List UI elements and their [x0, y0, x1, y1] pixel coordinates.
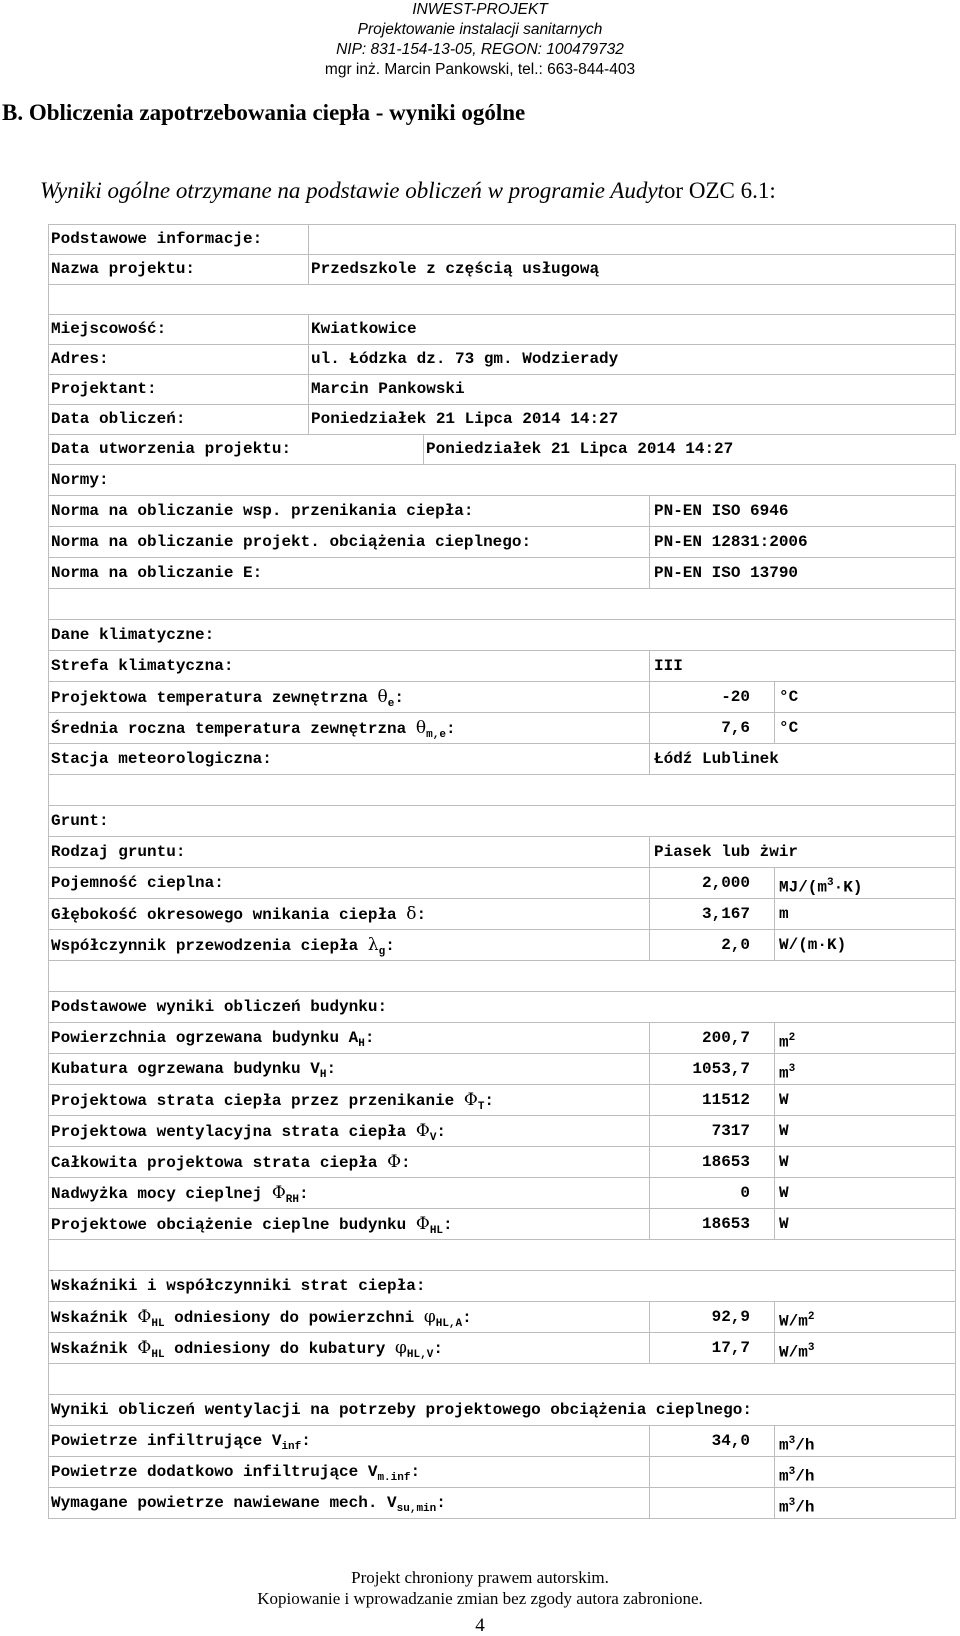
volume-index-row — [49, 1333, 956, 1364]
station-label: Stacja meteorologiczna: — [49, 744, 650, 774]
heat-capacity-row — [49, 868, 956, 899]
norm-value: PN-EN ISO 13790 — [650, 558, 956, 588]
phi-symbol: Φ — [271, 1183, 286, 1203]
total-loss-row — [49, 1147, 956, 1178]
norms-heading-row — [49, 465, 956, 496]
extra-infiltration-unit: $m^3/h$ — [775, 1457, 956, 1487]
copyright-notice: Projekt chroniony prawem autorskim. — [351, 1568, 609, 1587]
total-loss-unit: W — [775, 1147, 956, 1177]
extra-infiltration-row — [49, 1457, 956, 1488]
mech-supply-unit: $m^3/h$ — [775, 1488, 956, 1518]
created-date-label: Data utworzenia projektu: — [49, 435, 424, 464]
area-index-label: Wskaźnik $\Phi_{HL}$ odniesiony do powierzchni $\varphi_{HL,A}$: — [49, 1302, 650, 1332]
climate-heading-row — [49, 620, 956, 651]
town-label: Miejscowość: — [49, 315, 309, 344]
design-temp-label: Projektowa temperatura zewnętrzna $\theta_e$: — [49, 682, 650, 712]
norm-value: PN-EN ISO 6946 — [650, 496, 956, 526]
basic-info-table — [48, 224, 956, 465]
power-surplus-unit: W — [775, 1178, 956, 1208]
transmission-loss-label: Projektowa strata ciepła przez przenikanie $\Phi_T$: — [49, 1085, 650, 1115]
conductivity-value: 2,0 — [650, 930, 775, 960]
phi-symbol: Φ — [137, 1338, 152, 1358]
mean-temp-label: Średnia roczna temperatura zewnętrzna $\theta_{m,e}$: — [49, 713, 650, 743]
climate-zone-label: Strefa klimatyczna: — [49, 651, 650, 681]
spacer-row — [49, 961, 956, 992]
calc-date-label: Data obliczeń: — [49, 405, 309, 434]
ventilation-loss-label: Projektowa wentylacyjna strata ciepła $\Phi_V$: — [49, 1116, 650, 1146]
climate-zone-value: III — [650, 651, 956, 681]
heated-volume-value: 1053,7 — [650, 1054, 775, 1084]
penetration-depth-unit: m — [775, 899, 956, 929]
letterhead — [0, 0, 960, 80]
designer-row — [49, 375, 956, 405]
company-contact: mgr inż. Marcin Pankowski, tel.: 663-844-403 — [324, 61, 636, 78]
created-date-row — [49, 435, 956, 465]
heated-volume-row — [49, 1054, 956, 1085]
infiltration-air-label: Powietrze infiltrujące $V_{inf}$: — [49, 1426, 650, 1456]
phi-symbol: Φ — [415, 1214, 430, 1234]
phi-symbol: Φ — [463, 1090, 478, 1110]
phi-symbol: Φ — [137, 1307, 152, 1327]
indices-heading: Wskaźniki i współczynniki strat ciepła: — [49, 1271, 956, 1301]
norm-label: Norma na obliczanie wsp. przenikania ciepła: — [49, 496, 650, 526]
design-temp-row — [49, 682, 956, 713]
spacer-row — [49, 285, 956, 315]
ground-heading-row — [49, 806, 956, 837]
lambda-symbol: λ — [367, 935, 379, 955]
delta-symbol: δ — [406, 904, 417, 924]
infiltration-air-row — [49, 1426, 956, 1457]
company-ids: NIP: 831-154-13-05, REGON: 100479732 — [336, 41, 624, 58]
climate-heading: Dane klimatyczne: — [49, 620, 956, 650]
norm-label: Norma na obliczanie projekt. obciążenia cieplnego: — [49, 527, 650, 557]
station-value: Łódź Lublinek — [650, 744, 956, 774]
transmission-loss-value: 11512 — [650, 1085, 775, 1115]
calc-date-row — [49, 405, 956, 435]
penetration-depth-row — [49, 899, 956, 930]
transmission-loss-row — [49, 1085, 956, 1116]
mech-supply-label: Wymagane powietrze nawiewane mech. $V_{su,min}$: — [49, 1488, 650, 1518]
heated-volume-unit: $m^3$ — [775, 1054, 956, 1084]
ground-heading: Grunt: — [49, 806, 956, 836]
company-name: INWEST-PROJEKT — [412, 1, 548, 18]
town-value: Kwiatkowice — [309, 315, 956, 344]
volume-index-label: Wskaźnik $\Phi_{HL}$ odniesiony do kubatury $\varphi_{HL,V}$: — [49, 1333, 650, 1363]
spacer-row — [49, 589, 956, 620]
heat-capacity-value: 2,000 — [650, 868, 775, 898]
intro-italic: Wyniki ogólne otrzymane na podstawie obliczeń w programie Audyt — [40, 178, 664, 203]
theta-symbol: θ — [415, 718, 427, 738]
norm-value: PN-EN 12831:2006 — [650, 527, 956, 557]
design-load-label: Projektowe obciążenie cieplne budynku $\Phi_{HL}$: — [49, 1209, 650, 1239]
ground-type-row — [49, 837, 956, 868]
heated-area-value: 200,7 — [650, 1023, 775, 1053]
extra-infiltration-value — [650, 1457, 775, 1487]
heated-area-unit: $m^2$ — [775, 1023, 956, 1053]
total-loss-value: 18653 — [650, 1147, 775, 1177]
basic-info-heading: Podstawowe informacje: — [49, 225, 309, 254]
building-heading-row — [49, 992, 956, 1023]
station-row — [49, 744, 956, 775]
section-title: B. Obliczenia zapotrzebowania ciepła - wyniki ogólne — [2, 100, 526, 125]
created-date-value: Poniedziałek 21 Lipca 2014 14:27 — [426, 440, 734, 458]
penetration-depth-label: Głębokość okresowego wnikania ciepła δ: — [49, 899, 650, 929]
conductivity-label: Współczynnik przewodzenia ciepła $\lambda_g$: — [49, 930, 650, 960]
designer-label: Projektant: — [49, 375, 309, 404]
transmission-loss-unit: W — [775, 1085, 956, 1115]
ground-type-value: Piasek lub żwir — [650, 837, 956, 867]
infiltration-air-value: 34,0 — [650, 1426, 775, 1456]
climate-zone-row — [49, 651, 956, 682]
intro-paragraph — [40, 178, 776, 204]
mech-supply-value — [650, 1488, 775, 1518]
mean-temp-unit: °C — [775, 713, 956, 743]
design-load-row — [49, 1209, 956, 1240]
penetration-depth-value: 3,167 — [650, 899, 775, 929]
power-surplus-value: 0 — [650, 1178, 775, 1208]
power-surplus-row — [49, 1178, 956, 1209]
spacer-row — [49, 1364, 956, 1395]
norm-row — [49, 496, 956, 527]
ventilation-loss-unit: W — [775, 1116, 956, 1146]
phi-small-symbol: φ — [423, 1307, 436, 1327]
basic-info-heading-row — [49, 225, 956, 255]
calculation-report — [48, 224, 955, 1519]
design-temp-value: -20 — [650, 682, 775, 712]
heated-area-label: Powierzchnia ogrzewana budynku $A_H$: — [49, 1023, 650, 1053]
heated-volume-label: Kubatura ogrzewana budynku $V_H$: — [49, 1054, 650, 1084]
results-table — [48, 465, 956, 1519]
area-index-row — [49, 1302, 956, 1333]
norm-label: Norma na obliczanie E: — [49, 558, 650, 588]
heat-capacity-label: Pojemność cieplna: — [49, 868, 650, 898]
ventilation-heading-row — [49, 1395, 956, 1426]
calc-date-value: Poniedziałek 21 Lipca 2014 14:27 — [309, 405, 956, 434]
intro-plain: or OZC 6.1: — [663, 178, 776, 203]
ventilation-loss-row — [49, 1116, 956, 1147]
phi-symbol: Φ — [415, 1121, 430, 1141]
project-name-value: Przedszkole z częścią usługową — [309, 255, 956, 284]
design-load-unit: W — [775, 1209, 956, 1239]
project-name-row — [49, 255, 956, 285]
town-row — [49, 315, 956, 345]
company-service: Projektowanie instalacji sanitarnych — [357, 21, 603, 38]
heated-area-row — [49, 1023, 956, 1054]
conductivity-row — [49, 930, 956, 961]
infiltration-air-unit: $m^3/h$ — [775, 1426, 956, 1456]
volume-index-value: 17,7 — [650, 1333, 775, 1363]
theta-symbol: θ — [377, 687, 388, 707]
norm-row — [49, 527, 956, 558]
address-row — [49, 345, 956, 375]
page-number: 4 — [475, 1615, 485, 1636]
mech-supply-row — [49, 1488, 956, 1519]
indices-heading-row — [49, 1271, 956, 1302]
spacer-row — [49, 775, 956, 806]
design-temp-unit: °C — [775, 682, 956, 712]
designer-value: Marcin Pankowski — [309, 375, 956, 404]
total-loss-label: Całkowita projektowa strata ciepła Φ: — [49, 1147, 650, 1177]
area-index-unit: $W/m^2$ — [775, 1302, 956, 1332]
phi-symbol: Φ — [387, 1152, 401, 1172]
heat-capacity-unit: $MJ/(m^3\cdot K)$ — [775, 868, 956, 898]
design-load-value: 18653 — [650, 1209, 775, 1239]
area-index-value: 92,9 — [650, 1302, 775, 1332]
ground-type-label: Rodzaj gruntu: — [49, 837, 650, 867]
building-heading: Podstawowe wyniki obliczeń budynku: — [49, 992, 956, 1022]
mean-temp-value: 7,6 — [650, 713, 775, 743]
copy-prohibition-notice: Kopiowanie i wprowadzanie zmian bez zgody autora zabronione. — [257, 1589, 703, 1608]
ventilation-loss-value: 7317 — [650, 1116, 775, 1146]
norm-row — [49, 558, 956, 589]
ventilation-heading: Wyniki obliczeń wentylacji na potrzeby projektowego obciążenia cieplnego: — [49, 1395, 956, 1425]
volume-index-unit: $W/m^3$ — [775, 1333, 956, 1363]
project-name-label: Nazwa projektu: — [49, 255, 309, 284]
extra-infiltration-label: Powietrze dodatkowo infiltrujące $V_{m.inf}$: — [49, 1457, 650, 1487]
spacer-row — [49, 1240, 956, 1271]
address-label: Adres: — [49, 345, 309, 374]
page-footer — [0, 1567, 960, 1636]
norms-heading: Normy: — [49, 465, 956, 495]
phi-small-symbol: φ — [395, 1338, 407, 1358]
power-surplus-label: Nadwyżka mocy cieplnej $\Phi_{RH}$: — [49, 1178, 650, 1208]
address-value: ul. Łódzka dz. 73 gm. Wodzierady — [309, 345, 956, 374]
conductivity-unit: W/(m·K) — [775, 930, 956, 960]
mean-temp-row — [49, 713, 956, 744]
